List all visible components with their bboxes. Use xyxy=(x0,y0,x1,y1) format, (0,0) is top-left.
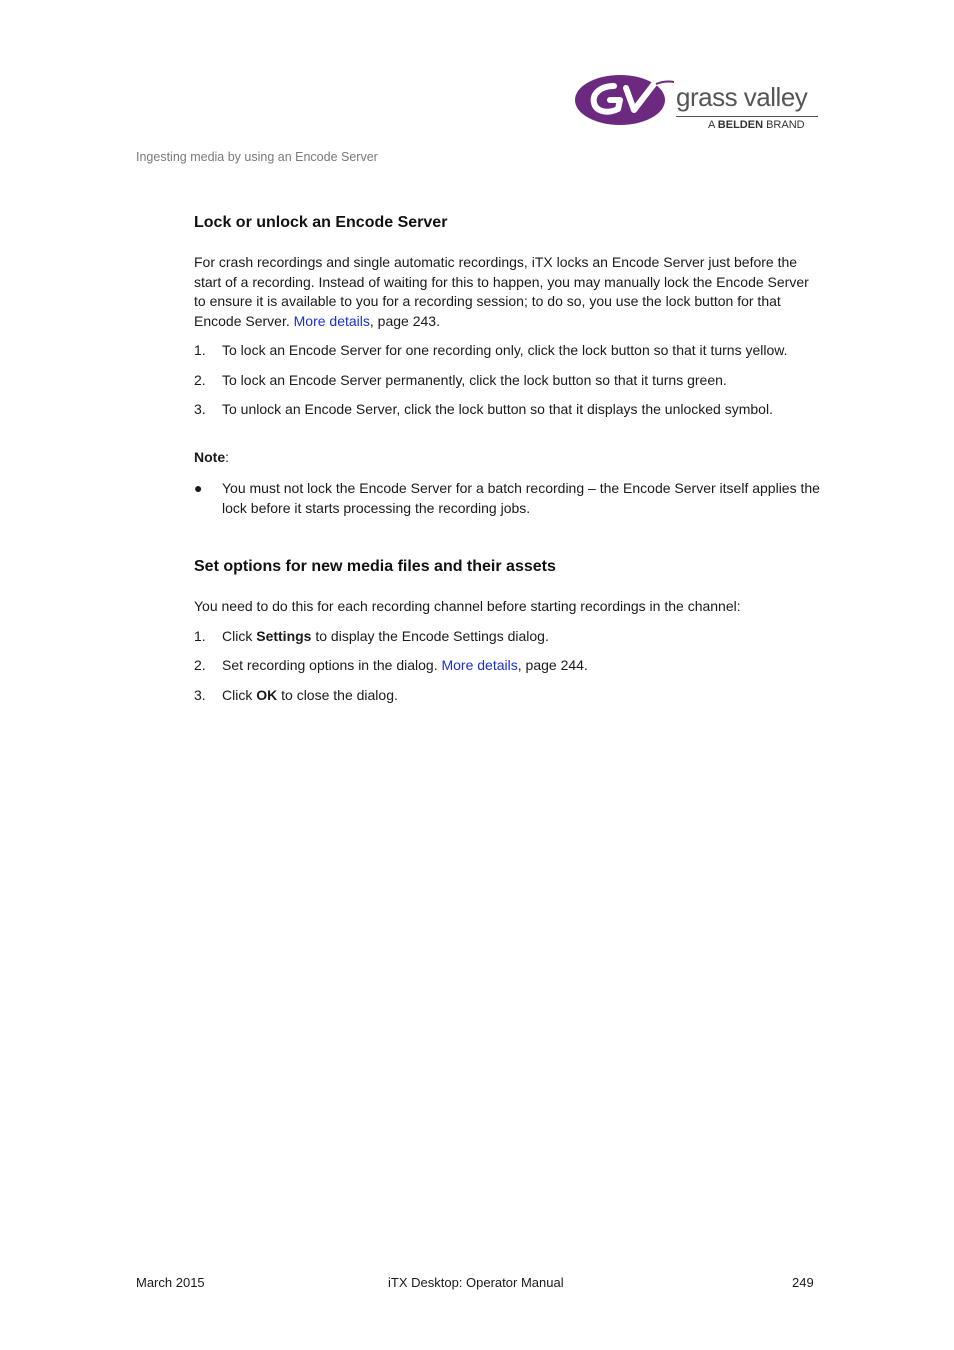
step-number: 3. xyxy=(194,401,206,417)
section-intro-options: You need to do this for each recording channel before starting recordings in the channel: xyxy=(194,598,741,614)
footer-title: iTX Desktop: Operator Manual xyxy=(388,1275,564,1290)
page-content xyxy=(194,214,824,705)
tagline-suffix: BRAND xyxy=(766,119,805,131)
step-text: , page 244. xyxy=(517,657,588,673)
step-bold: Settings xyxy=(256,627,312,644)
list-item xyxy=(194,341,824,361)
more-details-link[interactable]: More details xyxy=(293,312,370,329)
footer-page-number: 249 xyxy=(792,1275,814,1290)
step-text: To lock an Encode Server for one recording only, click the lock button so that it turns yellow. xyxy=(222,342,788,358)
intro-text: For crash recordings and single automatic recordings, iTX locks an Encode Server just before the start of a recording. Instead of waiting for this to happen, you may manually lock the Encode Server to ensure it is available to you for a recording session; to do so, you use the lock button for that Encode Server. xyxy=(194,254,809,329)
step-number: 2. xyxy=(194,371,206,388)
step-number: 2. xyxy=(194,657,206,673)
step-bold: OK xyxy=(256,686,278,703)
options-steps-list xyxy=(194,627,824,706)
brand-name: grass valley xyxy=(676,82,808,112)
list-item xyxy=(194,627,824,647)
list-item xyxy=(194,400,824,420)
step-number: 3. xyxy=(194,686,206,703)
tagline-bold: BELDEN xyxy=(717,119,764,131)
gv-emblem-icon xyxy=(574,72,674,128)
section-intro-lock xyxy=(194,253,824,331)
list-item xyxy=(194,686,824,706)
list-item xyxy=(194,656,824,676)
section-heading-options: Set options for new media files and their assets xyxy=(194,558,556,575)
list-item xyxy=(194,371,824,391)
brand-tagline xyxy=(708,119,805,131)
step-number: 1. xyxy=(194,342,206,358)
intro-page-ref: , page 243. xyxy=(369,312,440,329)
note-label-bold: Note xyxy=(194,448,226,465)
step-text: to display the Encode Settings dialog. xyxy=(311,627,549,644)
tagline-prefix: A xyxy=(708,119,715,131)
running-head: Ingesting media by using an Encode Server xyxy=(136,150,378,164)
step-text: Set recording options in the dialog. xyxy=(222,657,442,673)
step-text: Click xyxy=(222,686,257,703)
note-list xyxy=(194,479,824,518)
section-heading-lock: Lock or unlock an Encode Server xyxy=(194,214,448,231)
step-text: To lock an Encode Server permanently, click the lock button so that it turns green. xyxy=(222,371,727,388)
step-text: To unlock an Encode Server, click the lock button so that it displays the unlocked symbol. xyxy=(222,401,773,417)
step-number: 1. xyxy=(194,627,206,644)
list-item xyxy=(194,479,824,518)
more-details-link[interactable]: More details xyxy=(441,657,518,673)
note-colon: : xyxy=(225,448,230,465)
lock-steps-list xyxy=(194,341,824,420)
note-label xyxy=(194,448,824,468)
brand-divider xyxy=(676,116,818,117)
footer-date: March 2015 xyxy=(136,1275,205,1290)
step-text: Click xyxy=(222,627,257,644)
note-text: You must not lock the Encode Server for a batch recording – the Encode Server itself applies the lock before it starts processing the recording jobs. xyxy=(222,480,820,516)
step-text: to close the dialog. xyxy=(277,686,398,703)
bullet-icon: ● xyxy=(194,480,203,496)
grass-valley-logo xyxy=(574,72,820,134)
